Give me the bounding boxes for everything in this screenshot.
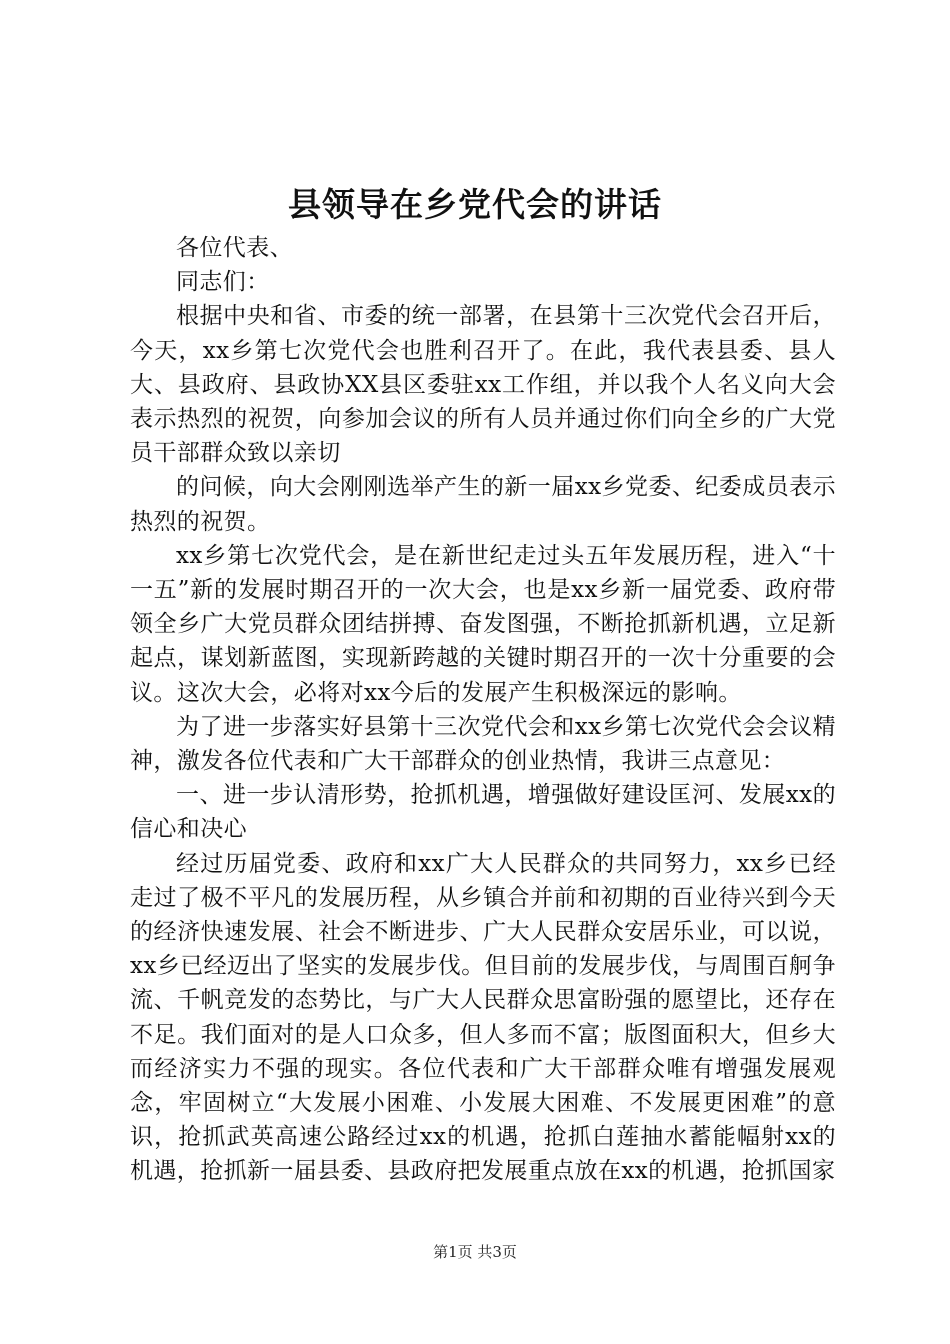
body-paragraph: xx乡第七次党代会，是在新世纪走过头五年发展历程，进入“十一五”新的发展时期召开的一次大会，也是xx乡新一届党委、政府带领全乡广大党员群众团结拼搏、奋发图强，不断抢抓新机遇，立足新起点，谋划新蓝图，实现新跨越的关键时期召开的一次十分重要的会议。这次大会，必将对xx今后的发展产生积极深远的影响。: [130, 542, 836, 706]
section-heading: 一、进一步认清形势，抢抓机遇，增强做好建设匡河、发展xx的信心和决心: [130, 782, 836, 843]
body-paragraph: 经过历届党委、政府和xx广大人民群众的共同努力，xx乡已经走过了极不平凡的发展历程，从乡镇合并前和初期的百业待兴到今天的经济快速发展、社会不断进步、广大人民群众安居乐业，可以说，xx乡已经迈出了坚实的发展步伐。但目前的发展步伐，与周围百舸争流、千帆竞发的态势比，与广大人民群众思富盼强的愿望比，还存在不足。我们面对的是人口众多，但人多而不富；版图面积大，但乡大而经济实力不强的现实。各位代表和广大干部群众唯有增强发展观念，牢固树立“大发展小困难、小发展大困难、不发展更困难”的意识，抢抓武英高速公路经过xx的机遇，抢抓白莲抽水蓄能幅射xx的机遇，抢抓新一届县委、县政府把发展重点放在xx的机遇，抢抓国家: [130, 850, 836, 1185]
document-body: [130, 231, 836, 1189]
salutation-line: 同志们：: [176, 269, 270, 296]
salutation-line: 各位代表、: [176, 235, 293, 261]
body-paragraph: 根据中央和省、市委的统一部署，在县第十三次党代会召开后，今天，xx乡第七次党代会也胜利召开了。在此，我代表县委、县人大、县政府、县政协XX县区委驻xx工作组，并以我个人名义向大会表示热烈的祝贺，向参加会议的所有人员并通过你们向全乡的广大党员干部群众致以亲切: [130, 303, 836, 467]
body-paragraph: 为了进一步落实好县第十三次党代会和xx乡第七次党代会会议精神，激发各位代表和广大干部群众的创业热情，我讲三点意见：: [130, 713, 836, 775]
document-title: 县领导在乡党代会的讲话: [288, 185, 662, 224]
body-paragraph: 的问候，向大会刚刚选举产生的新一届xx乡党委、纪委成员表示热烈的祝贺。: [130, 474, 836, 535]
page-number-footer: 第1页 共3页: [433, 1243, 517, 1261]
